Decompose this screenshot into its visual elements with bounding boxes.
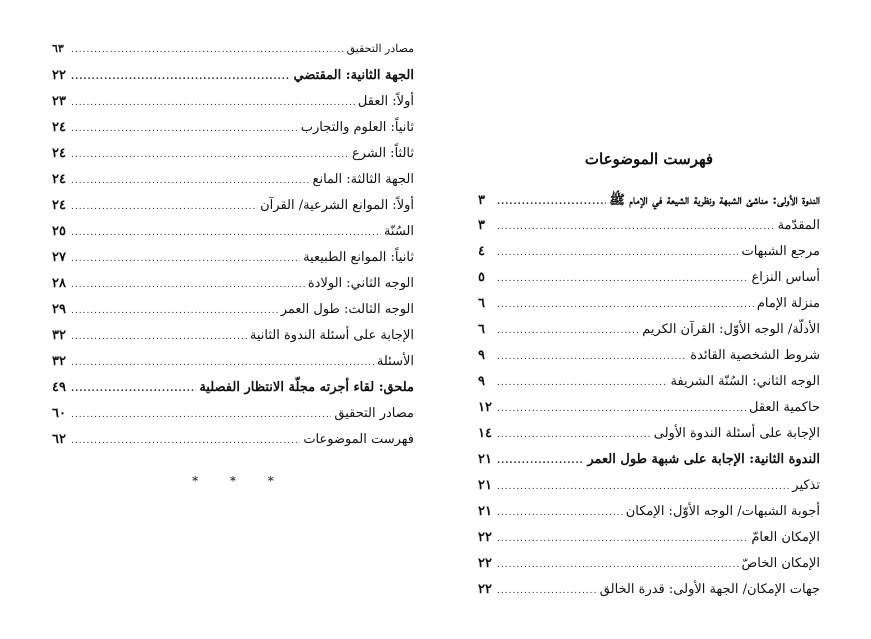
toc-entry-page: ٢٢ (478, 530, 492, 545)
dot-leader (71, 72, 291, 82)
toc-entry-page: ٤٩ (52, 380, 66, 395)
toc-entry-page: ٢٩ (52, 302, 66, 317)
toc-entry (52, 406, 414, 432)
toc-entry-page: ٣ (478, 193, 485, 208)
toc-entry-title: تذكير (792, 478, 820, 493)
toc-entry-page: ٢٤ (52, 172, 66, 187)
dot-leader (497, 274, 748, 284)
toc-entry-title: مصادر التحقيق (334, 406, 414, 421)
toc-entry-page: ٣٢ (52, 354, 66, 369)
dot-leader (497, 222, 775, 232)
toc-entry-page: ٢٤ (52, 146, 66, 161)
toc-entry-title: أجوبة الشبهات/ الوجه الأوّل: الإمكان (625, 504, 820, 519)
toc-entry-page: ٩ (478, 348, 485, 363)
toc-entry-page: ٢١ (478, 504, 492, 519)
toc-entry-page: ٢٥ (52, 224, 66, 239)
dot-leader (71, 202, 257, 212)
page-title: فهرست الموضوعات (584, 150, 714, 168)
toc-entry-title: مصادر التحقيق (346, 42, 414, 55)
toc-entry (478, 218, 820, 244)
toc-entry (52, 380, 414, 406)
toc-entry (478, 582, 820, 608)
dot-leader (497, 404, 746, 414)
dot-leader (497, 586, 597, 596)
toc-entry-page: ٦ (478, 322, 485, 337)
toc-entry (52, 224, 414, 250)
dot-leader (497, 508, 623, 518)
toc-entry (52, 94, 414, 120)
toc-entry-page: ٢٤ (52, 198, 66, 213)
toc-entry (478, 296, 820, 322)
dot-leader (71, 332, 247, 342)
toc-entry-title: فهرست الموضوعات (303, 432, 414, 447)
dot-leader (71, 45, 344, 55)
toc-entry-title: ثانياً: العلوم والتجارب (300, 120, 414, 135)
toc-entry-title: الوجه الثاني: الولادة (307, 276, 414, 291)
toc-entry (52, 146, 414, 172)
dot-leader (497, 300, 754, 310)
toc-entry-page: ٢٢ (52, 68, 66, 83)
dot-leader (71, 176, 310, 186)
toc-entry-page: ٤ (478, 244, 485, 259)
dot-leader (497, 430, 651, 440)
toc-entry-title: ملحق: لقاء أجرته مجلّة الانتظار الفصلية (199, 380, 414, 395)
toc-entry-page: ٣٢ (52, 328, 66, 343)
toc-entry-title: أساس النزاع (751, 270, 820, 285)
toc-entry-page: ٢١ (478, 452, 492, 467)
toc-entry-page: ٢٤ (52, 120, 66, 135)
dot-leader (497, 326, 639, 336)
toc-entry (478, 348, 820, 374)
toc-entry-title: ثالثاً: الشرع (351, 146, 414, 161)
toc-entry (52, 276, 414, 302)
toc-entry (52, 198, 414, 224)
toc-entry-title: الأسئلة (376, 354, 414, 369)
dot-leader (497, 352, 687, 362)
toc-entry-page: ١٤ (478, 426, 492, 441)
dot-leader (497, 560, 739, 570)
toc-entry (52, 302, 414, 328)
dot-leader (497, 534, 748, 544)
toc-entry (478, 426, 820, 452)
toc-entry-title: الجهة الثالثة: المانع (312, 172, 414, 187)
toc-entry-title: الإجابة على أسئلة الندوة الثانية (249, 328, 414, 343)
end-mark: * * * (192, 474, 288, 488)
toc-entry (478, 530, 820, 556)
toc-entry-page: ٦٠ (52, 406, 66, 421)
toc-entry-title: جهات الإمكان/ الجهة الأولى: قدرة الخالق (599, 582, 820, 597)
toc-entry-page: ٥ (478, 270, 485, 285)
toc-entry-title: أولاً: الموانع الشرعية/ القرآن (260, 198, 414, 213)
toc-entry-title: أولاً: العقل (357, 94, 414, 109)
toc-entry (478, 478, 820, 504)
toc-entry (52, 250, 414, 276)
toc-entry-title: الجهة الثانية: المقتضي (293, 68, 414, 83)
dot-leader (497, 378, 667, 388)
toc-entry (52, 328, 414, 354)
toc-entry (52, 172, 414, 198)
toc-entry-title: المقدّمة (777, 218, 820, 233)
toc-entry (52, 42, 414, 64)
toc-entry-page: ٩ (478, 374, 485, 389)
toc-entry (52, 68, 414, 94)
toc-entry-page: ٢٢ (478, 582, 492, 597)
dot-leader (497, 482, 789, 492)
toc-entry (478, 400, 820, 426)
toc-entry-page: ٢١ (478, 478, 492, 493)
toc-entry (478, 452, 820, 478)
dot-leader (71, 254, 300, 264)
dot-leader (71, 384, 196, 394)
toc-entry (478, 556, 820, 582)
dot-leader (71, 280, 305, 290)
toc-entry-title: شروط الشخصية القائدة (690, 348, 820, 363)
toc-entry (478, 374, 820, 400)
toc-entry-title: مرجع الشبهات (741, 244, 820, 259)
dot-leader (71, 358, 374, 368)
toc-entry-page: ١٢ (478, 400, 492, 415)
toc-entry (478, 322, 820, 348)
toc-entry (478, 504, 820, 530)
toc-entry-page: ٢٨ (52, 276, 66, 291)
dot-leader (71, 98, 355, 108)
toc-entry-page: ٢٢ (478, 556, 492, 571)
toc-entry-title: الندوة الثانية: الإجابة على شبهة طول العمر (587, 452, 820, 467)
toc-entry-title: السُنّة (383, 224, 414, 239)
dot-leader (497, 197, 606, 207)
toc-entry (52, 354, 414, 380)
toc-entry-page: ٣ (478, 218, 485, 233)
left-page (0, 0, 435, 639)
dot-leader (497, 456, 584, 466)
toc-entry (52, 120, 414, 146)
toc-entry-title: ثانياً: الموانع الطبيعية (303, 250, 414, 265)
dot-leader (71, 436, 300, 446)
toc-entry-page: ٦٢ (52, 432, 66, 447)
toc-list-left (52, 42, 414, 458)
dot-leader (71, 306, 278, 316)
toc-entry-title: الندوة الأولى: مناشئ الشبهة ونظرية الشيعة في الإمام ﷺ (609, 193, 820, 208)
toc-entry-title: الوجه الثاني: السُنّة الشريفة (670, 374, 820, 389)
toc-entry (52, 432, 414, 458)
toc-entry-title: الإمكان العامّ (751, 530, 820, 545)
toc-entry-title: الوجه الثالث: طول العمر (280, 302, 414, 317)
toc-entry-title: منزلة الإمام (756, 296, 820, 311)
dot-leader (71, 228, 381, 238)
toc-entry-page: ٦٣ (52, 42, 64, 55)
toc-entry (478, 192, 820, 218)
toc-list-right (478, 192, 820, 608)
toc-entry (478, 270, 820, 296)
toc-entry (478, 244, 820, 270)
toc-entry-page: ٦ (478, 296, 485, 311)
dot-leader (497, 248, 738, 258)
toc-entry-page: ٢٧ (52, 250, 66, 265)
toc-entry-title: الإجابة على أسئلة الندوة الأولى (653, 426, 820, 441)
toc-entry-page: ٢٣ (52, 94, 66, 109)
dot-leader (71, 150, 349, 160)
dot-leader (71, 410, 331, 420)
toc-entry-title: الأدلّة/ الوجه الأوّل: القرآن الكريم (642, 322, 820, 337)
toc-entry-title: الإمكان الخاصّ (741, 556, 820, 571)
toc-entry-title: حاكمية العقل (749, 400, 820, 415)
dot-leader (71, 124, 298, 134)
